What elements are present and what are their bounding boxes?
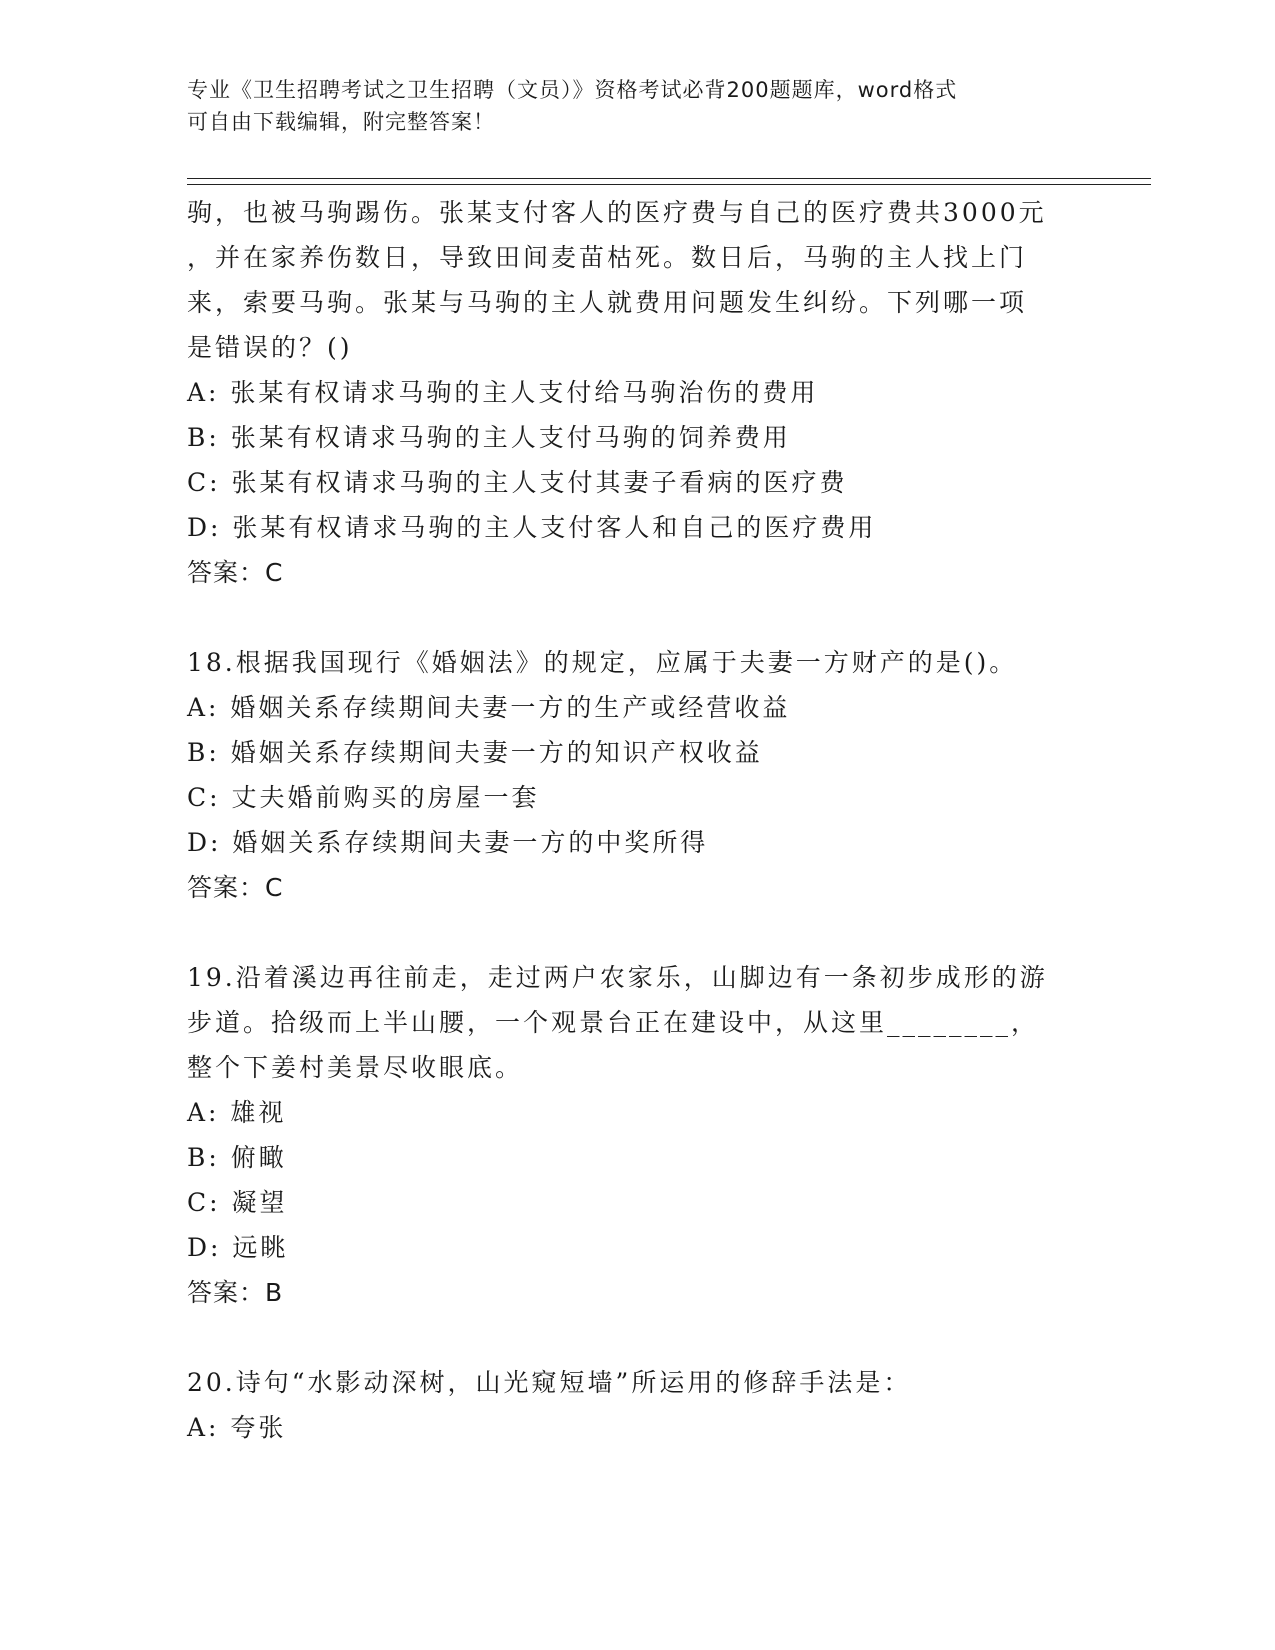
option-d: D: 张某有权请求马驹的主人支付客人和自己的医疗费用 [187,513,877,542]
option-c: C: 凝望 [187,1188,288,1217]
answer-line: 答案：C [187,873,284,902]
option-b: B: 婚姻关系存续期间夫妻一方的知识产权收益 [187,738,763,767]
option-a: A: 张某有权请求马驹的主人支付给马驹治伤的费用 [187,378,819,407]
question-stem-line: 步道。拾级而上半山腰，一个观景台正在建设中，从这里________， [187,1008,1040,1037]
header-title-line-1: 专业《卫生招聘考试之卫生招聘（文员）》资格考试必背200题题库，word格式 [187,78,958,102]
spacer [187,595,1087,640]
option-c: C: 丈夫婚前购买的房屋一套 [187,783,540,812]
question-content [187,190,1087,1450]
answer-line: 答案：C [187,558,284,587]
option-c: C: 张某有权请求马驹的主人支付其妻子看病的医疗费 [187,468,848,497]
option-d: D: 婚姻关系存续期间夫妻一方的中奖所得 [187,828,709,857]
document-header [187,74,1087,138]
option-a: A: 夸张 [187,1413,287,1442]
question-stem-line: ，并在家养伤数日，导致田间麦苗枯死。数日后，马驹的主人找上门 [187,243,1028,272]
question-stem-line: 驹，也被马驹踢伤。张某支付客人的医疗费与自己的医疗费共3000元 [187,198,1047,227]
question-stem-line: 20.诗句“水影动深树，山光窥短墙”所运用的修辞手法是： [187,1368,912,1397]
option-a: A: 婚姻关系存续期间夫妻一方的生产或经营收益 [187,693,791,722]
option-b: B: 张某有权请求马驹的主人支付马驹的饲养费用 [187,423,791,452]
option-b: B: 俯瞰 [187,1143,287,1172]
question-stem-line: 是错误的？() [187,333,353,362]
header-rule-top [187,178,1151,179]
spacer [187,910,1087,955]
answer-line: 答案：B [187,1278,284,1307]
question-stem-line: 整个下姜村美景尽收眼底。 [187,1053,524,1082]
question-17 [187,190,1087,595]
question-20 [187,1360,1087,1450]
option-d: D: 远眺 [187,1233,289,1262]
question-19 [187,955,1087,1315]
question-18 [187,640,1087,910]
question-stem-line: 来，索要马驹。张某与马驹的主人就费用问题发生纠纷。下列哪一项 [187,288,1028,317]
header-title-line-2: 可自由下载编辑，附完整答案！ [187,110,495,134]
spacer [187,1315,1087,1360]
header-rule-bottom [187,184,1151,185]
option-a: A: 雄视 [187,1098,287,1127]
question-stem-line: 18.根据我国现行《婚姻法》的规定，应属于夫妻一方财产的是()。 [187,648,1018,677]
question-stem-line: 19.沿着溪边再往前走，走过两户农家乐，山脚边有一条初步成形的游 [187,963,1048,992]
